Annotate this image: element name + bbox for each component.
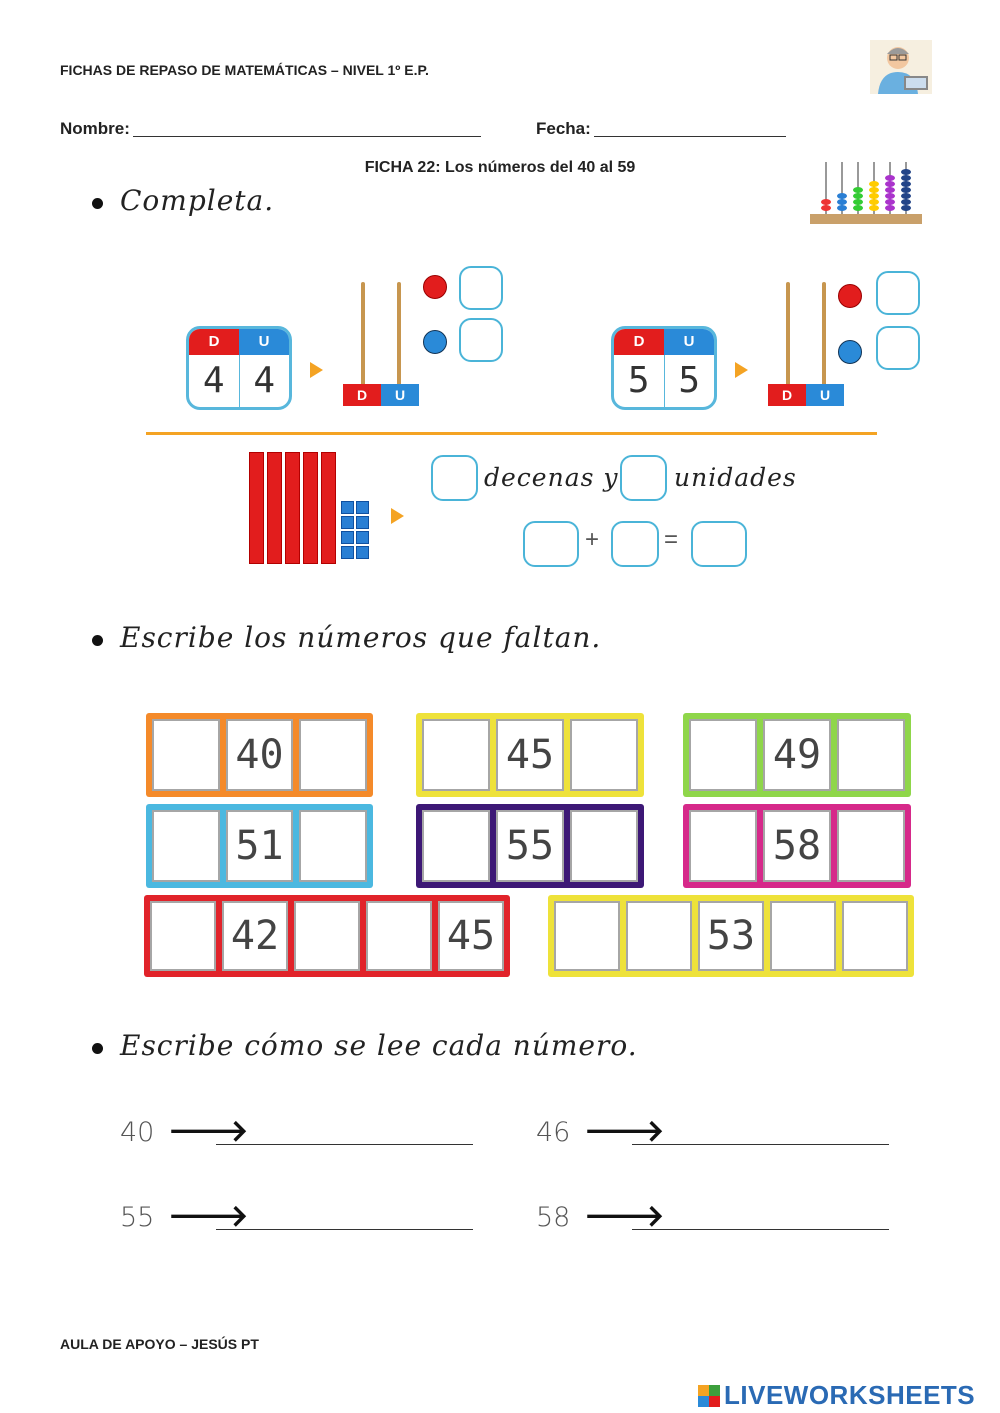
unit-cube: [356, 501, 369, 514]
strip-cell[interactable]: [422, 810, 490, 882]
strip-cell: 55: [496, 810, 564, 882]
tens-answer-box[interactable]: [459, 266, 503, 310]
ten-rod: [249, 452, 264, 564]
abacus-units-base: U: [806, 384, 844, 406]
strip-cell: 51: [226, 810, 294, 882]
strip-cell[interactable]: [570, 810, 638, 882]
equals-sign: =: [664, 526, 679, 553]
strip-cell[interactable]: [626, 901, 692, 971]
units-label: U: [664, 329, 714, 355]
strip-cell[interactable]: [422, 719, 490, 791]
number-strip: [146, 804, 373, 888]
number-card-55: [611, 326, 717, 410]
total-value-box[interactable]: [691, 521, 747, 567]
strip-cell: 58: [763, 810, 831, 882]
footer-label: AULA DE APOYO – JESÚS PT: [60, 1336, 259, 1352]
arrow-right-icon: [391, 508, 404, 524]
strip-cell[interactable]: [689, 810, 757, 882]
logo-badge-icon: [698, 1385, 720, 1407]
arrow-right-icon: 🡒: [584, 1200, 665, 1233]
strip-cell: 45: [496, 719, 564, 791]
answer-line[interactable]: [632, 1229, 889, 1230]
answer-line[interactable]: [216, 1229, 473, 1230]
abacus-units-base: U: [381, 384, 419, 406]
strip-cell: 49: [763, 719, 831, 791]
red-dot-icon: [423, 275, 447, 299]
strip-cell[interactable]: [570, 719, 638, 791]
tens-count-box[interactable]: [431, 455, 478, 501]
strip-cell: 53: [698, 901, 764, 971]
units-value-box[interactable]: [611, 521, 659, 567]
units-answer-box[interactable]: [459, 318, 503, 362]
tens-label: D: [614, 329, 664, 355]
number-strip: [146, 713, 373, 797]
name-field[interactable]: [133, 136, 481, 137]
section3-instruction: Escribe cómo se lee cada número.: [120, 1029, 638, 1062]
arrow-right-icon: [310, 362, 323, 378]
strip-cell: 45: [438, 901, 504, 971]
arrow-right-icon: 🡒: [584, 1115, 665, 1148]
abacus-tens-base: D: [343, 384, 381, 406]
strip-cell[interactable]: [294, 901, 360, 971]
blue-dot-icon: [838, 340, 862, 364]
plus-sign: +: [585, 526, 600, 553]
number-strip: [683, 713, 911, 797]
read-number: 55: [120, 1202, 155, 1233]
strip-cell[interactable]: [150, 901, 216, 971]
units-answer-box[interactable]: [876, 326, 920, 370]
name-label: Nombre:: [60, 119, 130, 138]
tens-digit: 5: [614, 355, 665, 407]
ten-rod: [285, 452, 300, 564]
unit-cube: [341, 516, 354, 529]
abacus-44: [343, 282, 419, 406]
strip-cell[interactable]: [689, 719, 757, 791]
number-strip: [683, 804, 911, 888]
strip-cell: 40: [226, 719, 294, 791]
units-text: unidades: [674, 463, 797, 492]
unit-cube: [341, 546, 354, 559]
units-digit: 5: [678, 360, 701, 401]
worksheet-header-title: FICHAS DE REPASO DE MATEMÁTICAS – NIVEL 1º E.P.: [60, 62, 429, 78]
teacher-avatar: [870, 40, 932, 94]
unit-cube: [356, 516, 369, 529]
red-dot-icon: [838, 284, 862, 308]
section-separator: [146, 432, 877, 435]
strip-cell[interactable]: [366, 901, 432, 971]
tens-digit: 4: [189, 355, 240, 407]
answer-line[interactable]: [632, 1144, 889, 1145]
tens-label: D: [189, 329, 239, 355]
number-strip: [144, 895, 510, 977]
date-label: Fecha:: [536, 119, 591, 138]
units-count-box[interactable]: [620, 455, 667, 501]
arrow-right-icon: 🡒: [168, 1200, 249, 1233]
units-digit: 4: [253, 360, 276, 401]
units-label: U: [239, 329, 289, 355]
strip-cell[interactable]: [842, 901, 908, 971]
abacus-icon: [810, 158, 922, 226]
tens-answer-box[interactable]: [876, 271, 920, 315]
strip-cell[interactable]: [837, 719, 905, 791]
strip-cell: 42: [222, 901, 288, 971]
number-strip: [548, 895, 914, 977]
abacus-55: [768, 282, 844, 406]
number-strip: [416, 804, 644, 888]
strip-cell[interactable]: [554, 901, 620, 971]
read-number: 40: [120, 1117, 155, 1148]
blue-dot-icon: [423, 330, 447, 354]
strip-cell[interactable]: [299, 719, 367, 791]
arrow-right-icon: 🡒: [168, 1115, 249, 1148]
read-number: 58: [536, 1202, 571, 1233]
strip-cell[interactable]: [770, 901, 836, 971]
ten-rod: [321, 452, 336, 564]
unit-cube: [356, 531, 369, 544]
arrow-right-icon: [735, 362, 748, 378]
units-rod: [822, 282, 826, 386]
tens-text: decenas y: [484, 463, 619, 492]
bullet: [92, 1043, 103, 1054]
liveworksheets-logo: [698, 1380, 975, 1411]
tens-rod: [361, 282, 365, 386]
ten-rod: [267, 452, 282, 564]
strip-cell[interactable]: [299, 810, 367, 882]
number-strip: [416, 713, 644, 797]
bullet: [92, 635, 103, 646]
logo-text: LIVEWORKSHEETS: [724, 1380, 976, 1410]
section2-instruction: Escribe los números que faltan.: [120, 621, 602, 654]
read-number: 46: [536, 1117, 571, 1148]
date-field[interactable]: [594, 136, 786, 137]
number-card-44: [186, 326, 292, 410]
tens-rod: [786, 282, 790, 386]
bullet: [92, 198, 103, 209]
unit-cube: [341, 501, 354, 514]
units-rod: [397, 282, 401, 386]
ten-rod: [303, 452, 318, 564]
abacus-tens-base: D: [768, 384, 806, 406]
strip-cell[interactable]: [152, 810, 220, 882]
unit-cube: [356, 546, 369, 559]
answer-line[interactable]: [216, 1144, 473, 1145]
sheet-title: FICHA 22: Los números del 40 al 59: [364, 159, 636, 176]
section1-instruction: Completa.: [120, 184, 275, 217]
base-ten-blocks: [249, 452, 369, 564]
strip-cell[interactable]: [837, 810, 905, 882]
tens-value-box[interactable]: [523, 521, 579, 567]
strip-cell[interactable]: [152, 719, 220, 791]
unit-cube: [341, 531, 354, 544]
